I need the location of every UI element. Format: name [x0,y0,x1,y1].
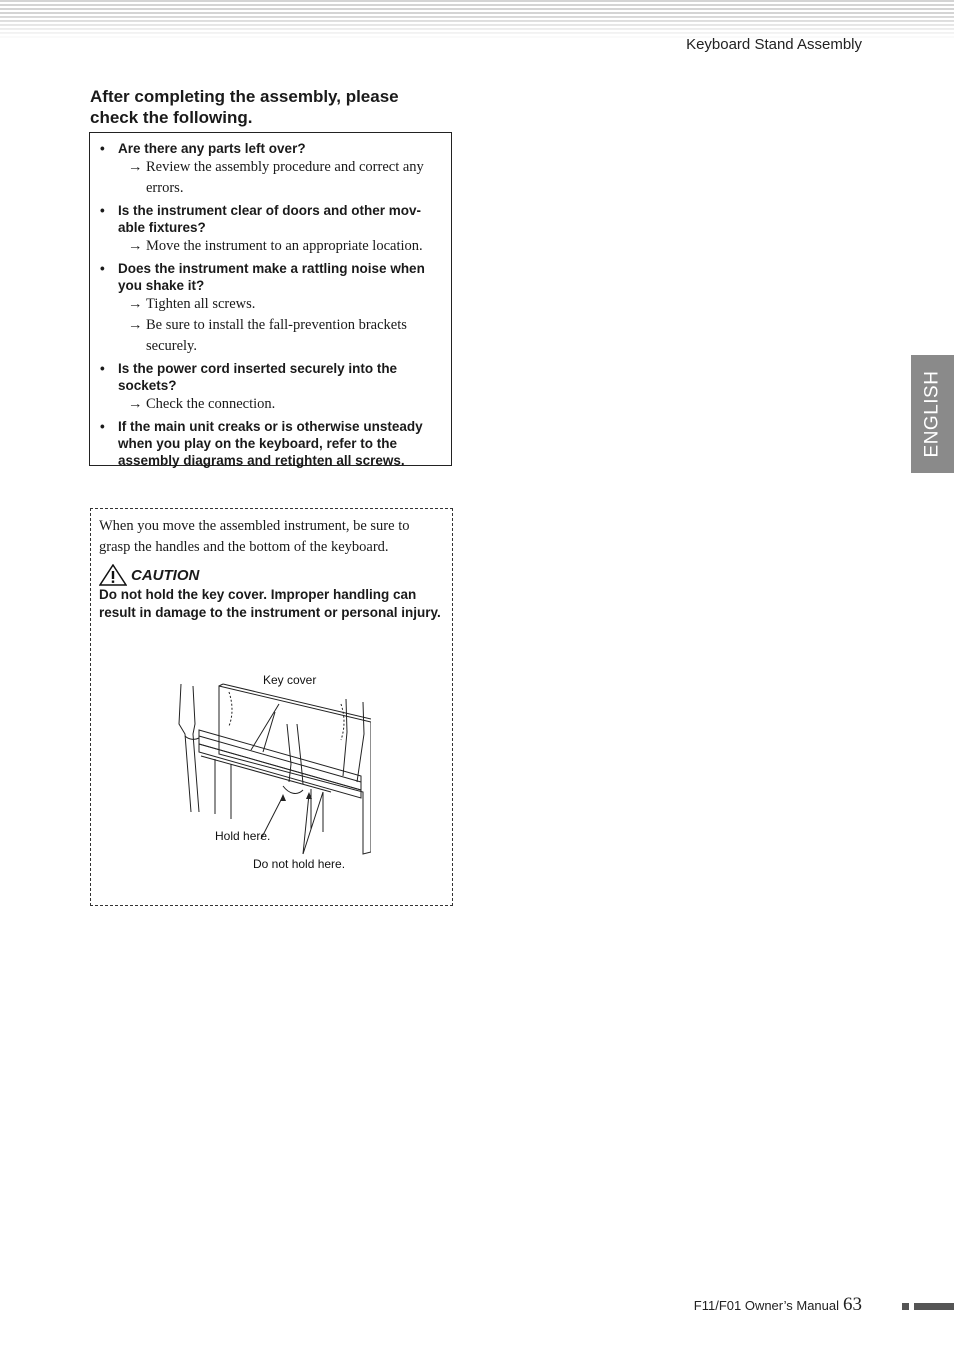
hold-here-label: Hold here. [215,829,271,843]
section-heading: After completing the assembly, please check the following. [90,87,399,127]
arrow-icon: → [128,317,143,333]
caution-label: CAUTION [131,566,200,584]
bullet: • [100,419,105,434]
move-instructions: When you move the assembled instrument, be sure to grasp the handles and the bottom of the keyboard. [99,518,410,555]
checklist-answer: → Check the connection. [100,394,443,415]
arrow-icon: → [128,159,143,175]
caution-box [90,508,453,906]
manual-title: F11/F01 Owner’s Manual [693,1298,839,1313]
bullet: • [100,361,105,376]
do-not-hold-label: Do not hold here. [253,857,346,871]
bullet: • [100,203,105,218]
language-tab-label: ENGLISH [921,370,943,458]
footer-square [902,1303,909,1310]
checklist-answer: → Move the instrument to an appropriate location. [100,236,443,257]
bullet: • [100,261,105,276]
arrow-icon: → [128,396,143,412]
language-tab [911,355,954,473]
warning-icon [99,564,127,586]
page-number: 63 [843,1294,862,1315]
footer-bar [914,1303,954,1310]
caution-text: Do not hold the key cover. Improper handling can result in damage to the instrument or personal injury. [99,587,441,620]
checklist-question: • Are there any parts left over? [100,141,306,156]
running-header: Keyboard Stand Assembly [686,36,862,53]
checklist-question: • Is the power cord inserted securely into the sockets? [100,361,398,393]
bullet: • [100,141,105,156]
page-footer [694,1294,862,1316]
checklist-answer: → Be sure to install the fall-prevention brackets securely. [128,317,407,354]
checklist-question: • Is the instrument clear of doors and other mov-able fixtures? [100,203,422,235]
checklist-box [89,132,452,466]
checklist-answer: → Review the assembly procedure and correct any errors. [128,159,424,196]
header-stripes [0,0,954,40]
piano-illustration [171,664,371,874]
key-cover-label: Key cover [263,673,317,687]
checklist-question: • Does the instrument make a rattling noise when you shake it? [100,261,425,293]
checklist-answer: → Tighten all screws. [100,294,443,315]
arrow-icon: → [128,238,143,254]
checklist-question: • If the main unit creaks or is otherwise unsteady when you play on the keyboard, refer to the assembly diagrams and retighten all screws. [100,419,423,468]
caution-heading [99,564,444,586]
piano-drawing [171,664,371,874]
arrow-icon: → [128,296,143,312]
